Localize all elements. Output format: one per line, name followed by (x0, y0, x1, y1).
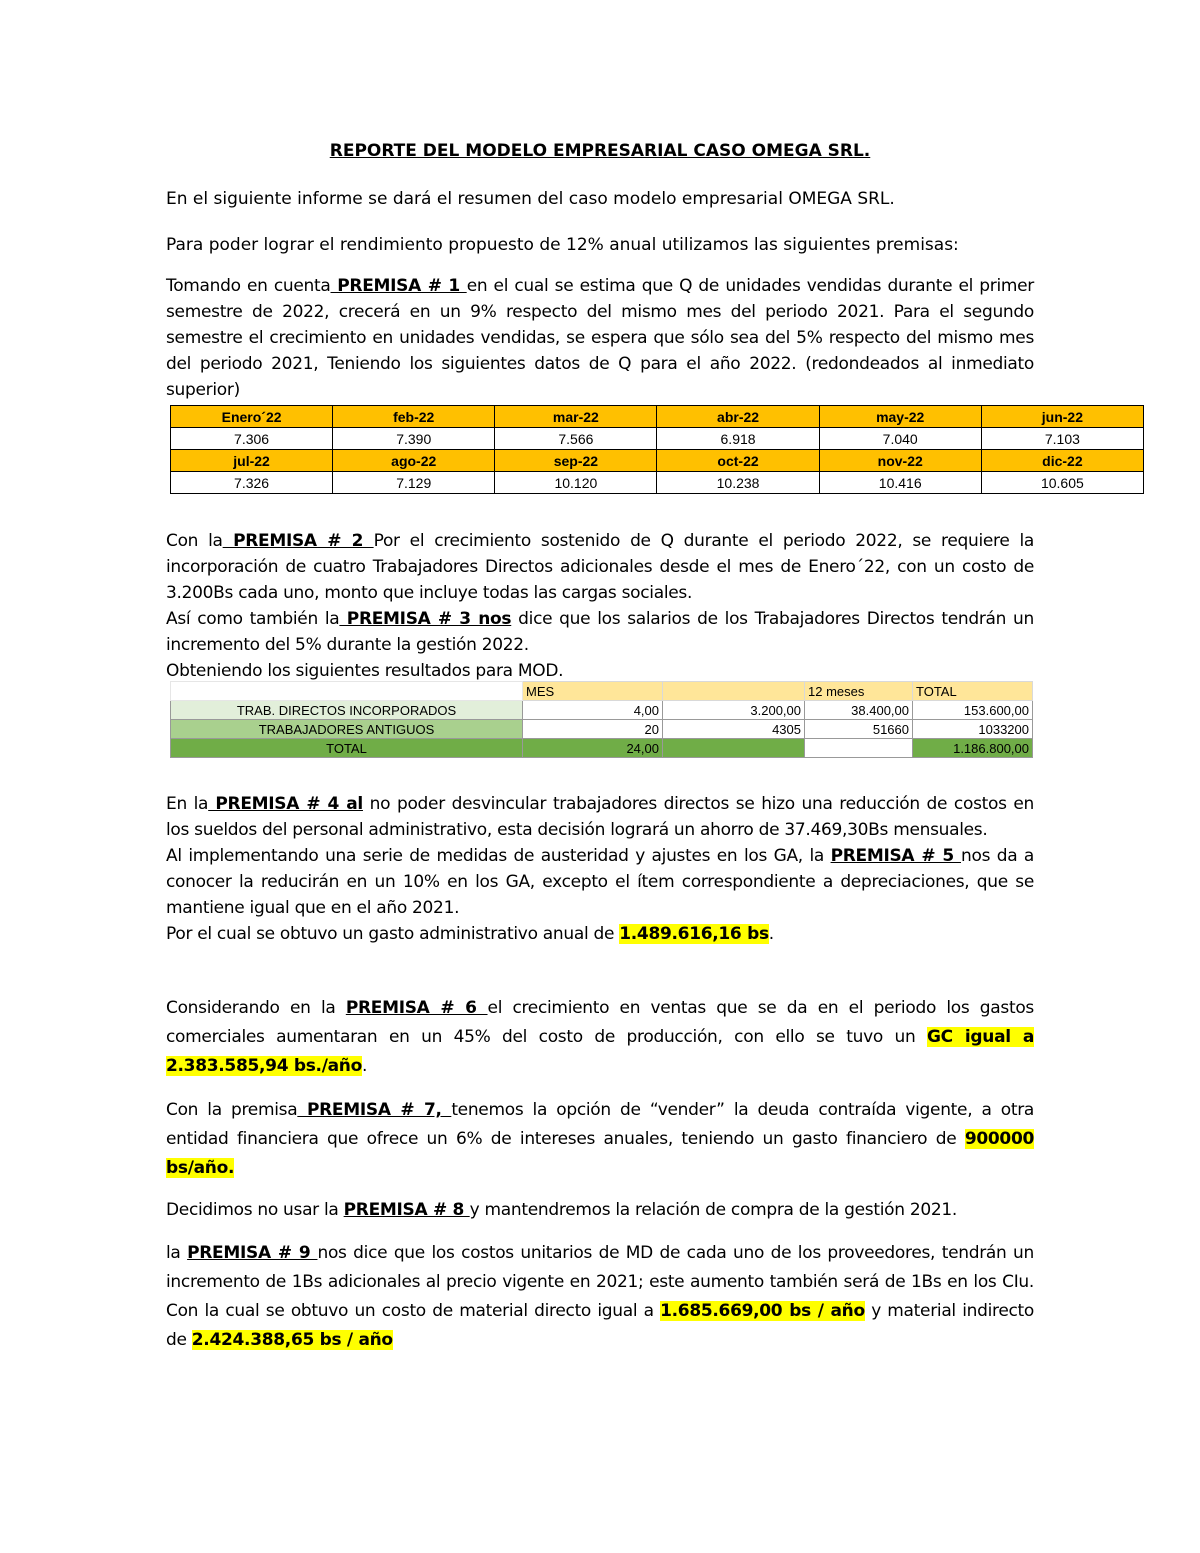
ga-result-post: . (768, 924, 774, 944)
premise-5-text: nos da a conocer la reducirán en un 10% en los GA, excepto el ítem correspondiente a depreciaciones, que se mantiene igual que en el año 2021. (166, 846, 1034, 918)
q-header-cell: oct-22 (657, 450, 819, 472)
premise-9-mid: y material indirecto de (166, 1301, 1034, 1350)
premise-4-5-block (166, 791, 1034, 947)
mod-row-total: 1.186.800,00 (913, 739, 1033, 758)
mod-row-mes: 3.200,00 (663, 701, 805, 720)
q-header-cell: dic-22 (981, 450, 1143, 472)
premise-1-pre: Tomando en cuenta (166, 276, 331, 296)
premise-1-text: en el cual se estima que Q de unidades vendidas durante el primer semestre de 2022, crecerá en un 9% respecto del mismo mes del periodo 2021. Para el segundo semestre el crecimiento en unidades vendidas, se espera que sólo sea del 5% respecto del mismo mes del periodo 2021, Teniendo los siguientes datos de Q para el año 2022. (redondeados al inmediato superior) (166, 276, 1034, 400)
premise-9-label: PREMISA # 9 (187, 1243, 318, 1263)
q-value-cell: 7.326 (171, 472, 333, 494)
premise-8-paragraph (166, 1197, 1034, 1223)
mod-row-12-meses: 38.400,00 (805, 701, 913, 720)
mod-row-mes (663, 739, 805, 758)
mod-row-12-meses (805, 739, 913, 758)
premise-3-label: PREMISA # 3 nos (339, 609, 512, 629)
q-units-table (170, 405, 1144, 494)
q-header-cell: Enero´22 (171, 406, 333, 428)
q-header-cell: abr-22 (657, 406, 819, 428)
mod-header-row (171, 682, 1033, 701)
premise-4-paragraph (166, 791, 1034, 843)
premise-2-label: PREMISA # 2 (222, 531, 374, 551)
premise-8-text: y mantendremos la relación de compra de la gestión 2021. (469, 1200, 957, 1220)
q-value-cell: 10.605 (981, 472, 1143, 494)
mod-row-label: TOTAL (171, 739, 523, 758)
q-value-cell: 7.566 (495, 428, 657, 450)
q-header-cell: feb-22 (333, 406, 495, 428)
mod-header-12-meses: 12 meses (805, 682, 913, 701)
q-header-cell: nov-22 (819, 450, 981, 472)
premise-9-highlight-md: 1.685.669,00 bs / año (660, 1301, 865, 1321)
q-value-cell: 7.306 (171, 428, 333, 450)
mod-header-total: TOTAL (913, 682, 1033, 701)
premise-8-pre: Decidimos no usar la (166, 1200, 344, 1220)
q-header-cell: mar-22 (495, 406, 657, 428)
q-value-row-1 (171, 428, 1144, 450)
premise-6-end: . (361, 1056, 368, 1076)
mod-table (170, 681, 1033, 758)
q-header-cell: ago-22 (333, 450, 495, 472)
premise-7-pre: Con la premisa (166, 1100, 298, 1120)
premise-5-label: PREMISA # 5 (830, 846, 961, 866)
premise-5-paragraph (166, 843, 1034, 921)
mod-row-antiguos (171, 720, 1033, 739)
premise-6-pre: Considerando en la (166, 998, 346, 1018)
q-header-cell: jul-22 (171, 450, 333, 472)
q-header-row-1 (171, 406, 1144, 428)
q-value-row-2 (171, 472, 1144, 494)
q-header-cell: jun-22 (981, 406, 1143, 428)
premise-2-3-block (166, 528, 1034, 684)
premise-6-label: PREMISA # 6 (345, 998, 488, 1018)
premise-7-paragraph (166, 1096, 1034, 1183)
q-header-cell: sep-22 (495, 450, 657, 472)
premise-6-paragraph (166, 994, 1034, 1081)
mod-row-total (171, 739, 1033, 758)
premise-9-highlight-mi: 2.424.388,65 bs / año (191, 1330, 393, 1350)
premise-4-label: PREMISA # 4 al (208, 794, 363, 814)
mod-header-empty-2 (663, 682, 805, 701)
premise-9-pre: la (166, 1243, 188, 1263)
mod-row-12-meses: 51660 (805, 720, 913, 739)
intro-premises-paragraph: Para poder lograr el rendimiento propuesto de 12% anual utilizamos las siguientes premisas: (166, 235, 959, 255)
report-title: REPORTE DEL MODELO EMPRESARIAL CASO OMEGA SRL. (329, 141, 871, 161)
premise-1-label: PREMISA # 1 (330, 276, 467, 296)
intro-paragraph: En el siguiente informe se dará el resumen del caso modelo empresarial OMEGA SRL. (166, 189, 895, 209)
premise-2-paragraph (166, 528, 1034, 606)
ga-result-highlight: 1.489.616,16 bs (619, 924, 769, 944)
q-value-cell: 7.129 (333, 472, 495, 494)
mod-row-incorporados (171, 701, 1033, 720)
premise-2-text: Por el crecimiento sostenido de Q durante el periodo 2022, se requiere la incorporación de cuatro Trabajadores Directos adicionales desde el mes de Enero´22, con un costo de 3.200Bs cada uno, monto que incluye todas las cargas sociales. (166, 531, 1034, 603)
q-value-cell: 10.120 (495, 472, 657, 494)
premise-6-text: el crecimiento en ventas que se da en el periodo los gastos comerciales aumentaran en un 45% del costo de producción, con ello se tuvo un (166, 998, 1034, 1047)
q-header-row-2 (171, 450, 1144, 472)
premise-1-paragraph (166, 273, 1034, 403)
q-value-cell: 7.040 (819, 428, 981, 450)
mod-row-label: TRABAJADORES ANTIGUOS (171, 720, 523, 739)
q-value-cell: 10.238 (657, 472, 819, 494)
mod-header-empty (171, 682, 523, 701)
mod-row-total: 1033200 (913, 720, 1033, 739)
premise-6-highlight: GC igual a 2.383.585,94 bs./año (166, 1027, 1034, 1076)
mod-results-intro: Obteniendo los siguientes resultados para MOD. (166, 661, 564, 681)
premise-4-pre: En la (166, 794, 209, 814)
premise-8-label: PREMISA # 8 (343, 1200, 470, 1220)
mod-row-mes: 4305 (663, 720, 805, 739)
premise-3-pre: Así como también la (166, 609, 340, 629)
q-value-cell: 7.390 (333, 428, 495, 450)
mod-row-qty: 4,00 (523, 701, 663, 720)
ga-result-pre: Por el cual se obtuvo un gasto administrativo anual de (166, 924, 620, 944)
mod-row-qty: 24,00 (523, 739, 663, 758)
premise-5-pre: Al implementando una serie de medidas de austeridad y ajustes en los GA, la (166, 846, 831, 866)
mod-row-label: TRAB. DIRECTOS INCORPORADOS (171, 701, 523, 720)
mod-header-mes: MES (523, 682, 663, 701)
mod-row-qty: 20 (523, 720, 663, 739)
ga-result-paragraph (166, 921, 1034, 947)
premise-3-paragraph (166, 606, 1034, 658)
mod-row-total: 153.600,00 (913, 701, 1033, 720)
premise-2-pre: Con la (166, 531, 223, 551)
premise-4-text: no poder desvincular trabajadores directos se hizo una reducción de costos en los sueldos del personal administrativo, esta decisión logrará un ahorro de 37.469,30Bs mensuales. (166, 794, 1034, 840)
premise-7-label: PREMISA # 7, (297, 1100, 452, 1120)
premise-3-text: dice que los salarios de los Trabajadores Directos tendrán un incremento del 5% durante la gestión 2022. (166, 609, 1034, 655)
premise-9-paragraph (166, 1239, 1034, 1355)
q-value-cell: 7.103 (981, 428, 1143, 450)
q-value-cell: 10.416 (819, 472, 981, 494)
q-value-cell: 6.918 (657, 428, 819, 450)
premise-9-text: nos dice que los costos unitarios de MD de cada uno de los proveedores, tendrán un incremento de 1Bs adicionales al precio vigente en 2021; este aumento también será de 1Bs en los CIu. Con la cual se obtuvo un costo de material directo igual a (166, 1243, 1034, 1321)
q-header-cell: may-22 (819, 406, 981, 428)
premise-7-highlight: 900000 bs/año. (166, 1129, 1034, 1178)
premise-7-text: tenemos la opción de “vender” la deuda contraída vigente, a otra entidad financiera que ofrece un 6% de intereses anuales, teniendo un gasto financiero de (166, 1100, 1034, 1149)
